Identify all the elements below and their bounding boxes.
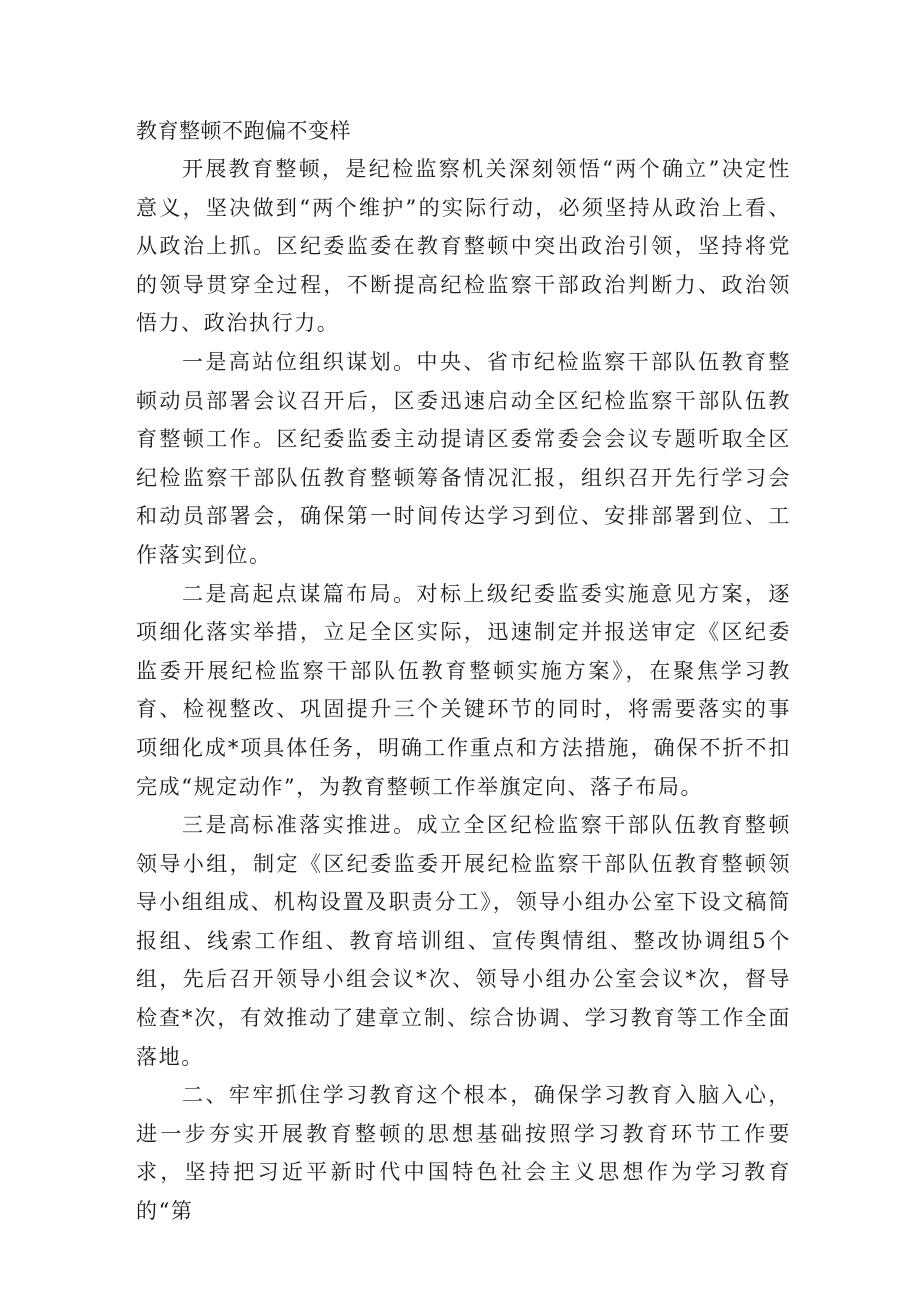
paragraph-intro: 开展教育整顿，是纪检监察机关深刻领悟“两个确立”决定性意义，坚决做到“两个维护”的实际行动，必须坚持从政治上看、从政治上抓。区纪委监委在教育整顿中突出政治引领，坚持将党的领导贯穿全过程，不断提高纪检监察干部政治判断力、政治领悟力、政治执行力。 [136, 157, 791, 336]
paragraph-section-two: 二、牢牢抓住学习教育这个根本，确保学习教育入脑入心，进一步夯实开展教育整顿的思想基础按照学习教育环节工作要求，坚持把习近平新时代中国特色社会主义思想作为学习教育的“第 [136, 1083, 791, 1224]
paragraph-point-two: 二是高起点谋篇布局。对标上级纪委监委实施意见方案，逐项细化落实举措，立足全区实际，迅速制定并报送审定《区纪委监委开展纪检监察干部队伍教育整顿实施方案》，在聚焦学习教育、检视整改、巩固提升三个关键环节的同时，将需要落实的事项细化成*项具体任务，明确工作重点和方法措施，确保不折不扣完成“规定动作”，为教育整顿工作举旗定向、落子布局。 [136, 581, 791, 799]
document-body [136, 112, 791, 1231]
section-heading: 教育整顿不跑偏不变样 [136, 119, 351, 143]
paragraph-point-three: 三是高标准落实推进。成立全区纪检监察干部队伍教育整顿领导小组，制定《区纪委监委开展纪检监察干部队伍教育整顿领导小组组成、机构设置及职责分工》，领导小组办公室下设文稿简报组、线索工作组、教育培训组、宣传舆情组、整改协调组5个组，先后召开领导小组会议*次、领导小组办公室会议*次，督导检查*次，有效推动了建章立制、综合协调、学习教育等工作全面落地。 [136, 813, 791, 1069]
paragraph-point-one: 一是高站位组织谋划。中央、省市纪检监察干部队伍教育整顿动员部署会议召开后，区委迅速启动全区纪检监察干部队伍教育整顿工作。区纪委监委主动提请区委常委会会议专题听取全区纪检监察干部队伍教育整顿筹备情况汇报，组织召开先行学习会和动员部署会，确保第一时间传达学习到位、安排部署到位、工作落实到位。 [136, 349, 791, 567]
